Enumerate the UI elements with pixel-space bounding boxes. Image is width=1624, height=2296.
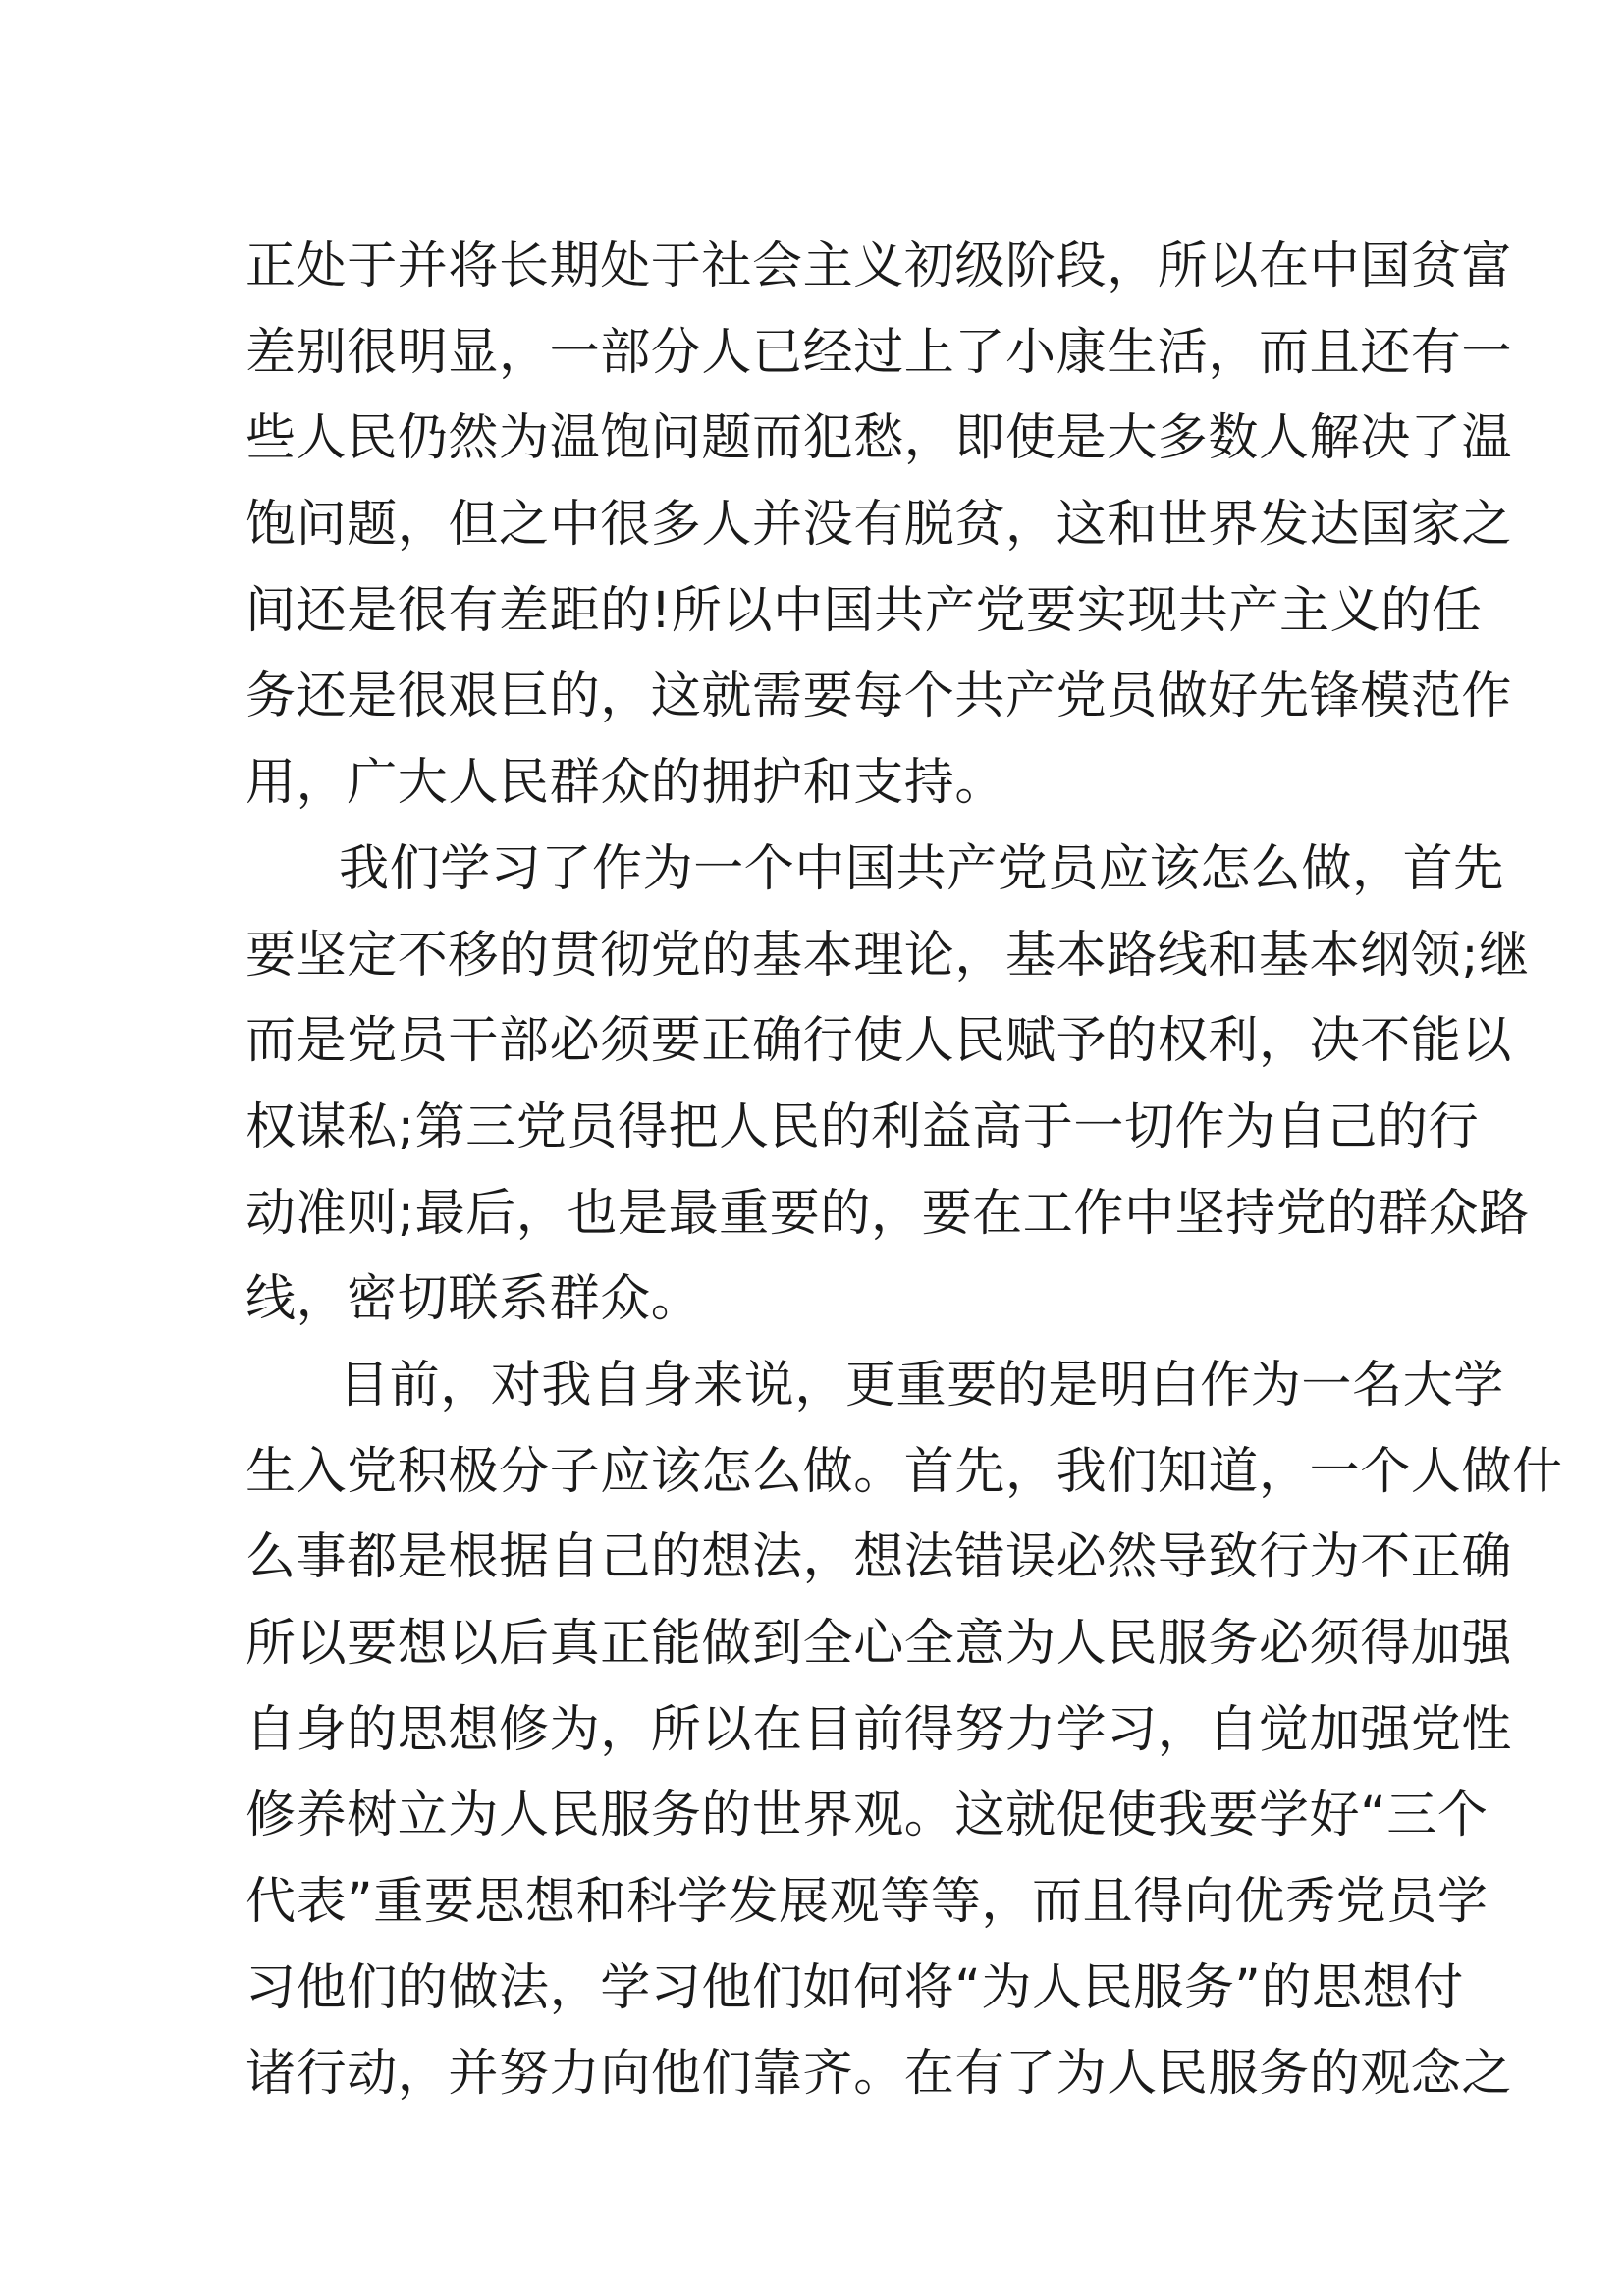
paragraph-1 xyxy=(245,224,1513,827)
text-line: 线，密切联系群众。 xyxy=(245,1270,702,1329)
text-line: 正处于并将长期处于社会主义初级阶段，所以在中国贫富 xyxy=(245,238,1513,295)
text-line: 所以要想以后真正能做到全心全意为人民服务必须得加强 xyxy=(245,1615,1513,1673)
text-line: 饱问题，但之中很多人并没有脱贫，这和世界发达国家之 xyxy=(245,496,1513,555)
paragraph-2 xyxy=(245,827,1530,1343)
text-line: 要坚定不移的贯彻党的基本理论，基本路线和基本纲领;继 xyxy=(245,926,1530,985)
text-line: 代表”重要思想和科学发展观等等，而且得向优秀党员学 xyxy=(245,1873,1489,1932)
text-line: 修养树立为人民服务的世界观。这就促使我要学好“三个 xyxy=(245,1787,1489,1845)
text-line: 习他们的做法，学习他们如何将“为人民服务”的思想付 xyxy=(245,1958,1464,2017)
text-line: 差别很明显，一部分人已经过上了小康生活，而且还有一 xyxy=(245,323,1513,382)
text-line: 务还是很艰巨的，这就需要每个共产党员做好先锋模范作 xyxy=(245,667,1513,726)
document-body xyxy=(245,224,1563,2117)
text-line: 自身的思想修为，所以在目前得努力学习，自觉加强党性 xyxy=(245,1700,1513,1759)
text-line: 些人民仍然为温饱问题而犯愁，即使是大多数人解决了温 xyxy=(245,409,1513,468)
text-line: 而是党员干部必须要正确行使人民赋予的权利，决不能以 xyxy=(245,1012,1513,1071)
text-line: 目前，对我自身来说，更重要的是明白作为一名大学 xyxy=(339,1356,1504,1415)
text-line: 生入党积极分子应该怎么做。首先，我们知道，一个人做什 xyxy=(245,1442,1563,1501)
text-line: 间还是很有差距的!所以中国共产党要实现共产主义的任 xyxy=(245,581,1483,640)
text-line: 用，广大人民群众的拥护和支持。 xyxy=(245,754,1006,813)
text-line: 我们学习了作为一个中国共产党员应该怎么做，首先 xyxy=(339,839,1504,898)
text-line: 权谋私;第三党员得把人民的利益高于一切作为自己的行 xyxy=(245,1097,1480,1156)
paragraph-3 xyxy=(245,1343,1563,2117)
text-line: 动准则;最后，也是最重要的，要在工作中坚持党的群众路 xyxy=(245,1184,1530,1243)
text-line: 诸行动，并努力向他们靠齐。在有了为人民服务的观念之 xyxy=(245,2045,1513,2104)
text-line: 么事都是根据自己的想法，想法错误必然导致行为不正确 xyxy=(245,1528,1513,1587)
